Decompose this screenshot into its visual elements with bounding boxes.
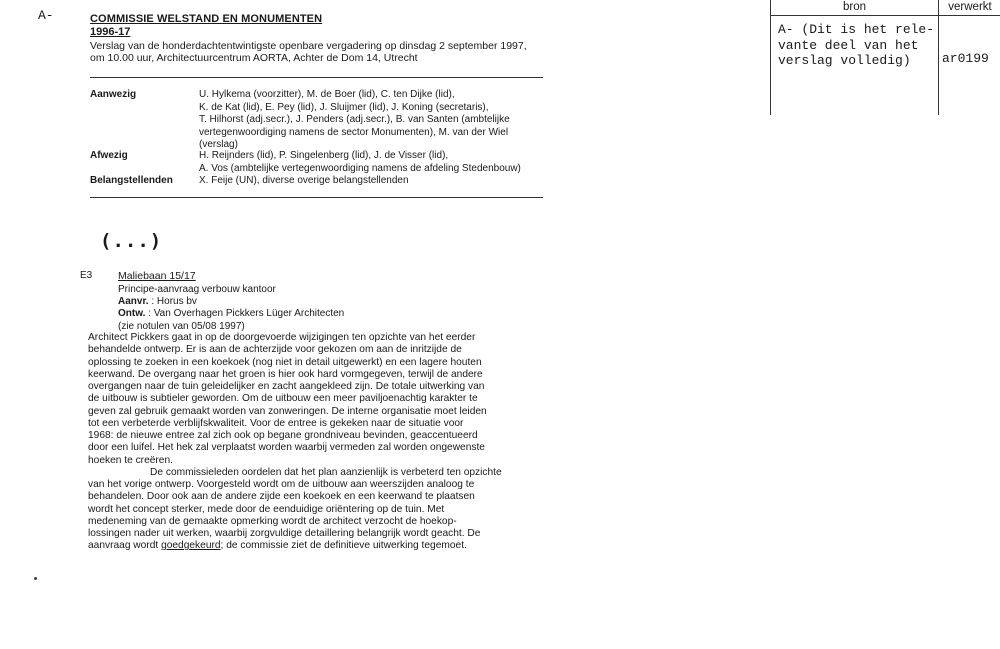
item-title: Maliebaan 15/17 xyxy=(118,270,196,282)
column-header-source: bron xyxy=(771,0,938,16)
decision-suffix: ; de commissie ziet de definitieve uitwerking tegemoet. xyxy=(220,540,467,552)
present-line: U. Hylkema (voorzitter), M. de Boer (lid), C. ten Dijke (lid), xyxy=(199,89,455,100)
present-line: vertegenwoordiging namens de sector Monumenten), M. van der Wiel xyxy=(199,126,509,138)
absent-line: A. Vos (ambtelijke vertegenwoordiging namens de afdeling Stedenbouw) xyxy=(199,162,521,174)
present-label: Aanwezig xyxy=(90,89,137,100)
paragraph-line: lossingen nader uit werken, waarbij zorgvuldige detaillering belangrijk wordt geacht. De xyxy=(88,528,481,539)
paragraph-line: medeneming van de gemaakte opmerking wordt de architect verzocht de hoekop- xyxy=(88,515,457,527)
designer-value: : Van Overhagen Pickkers Lüger Architecten xyxy=(148,308,345,320)
paragraph-line: Architect Pickkers gaat in op de doorgevoerde wijzigingen ten opzichte van het eerder xyxy=(88,332,476,343)
present-line: T. Hilhorst (adj.secr.), J. Penders (adj.secr.), B. van Santen (ambtelijke xyxy=(199,114,510,126)
margin-mark: A- xyxy=(38,8,54,23)
scan-speck xyxy=(34,577,37,580)
absent-list xyxy=(199,150,521,175)
decision-word: goedgekeurd xyxy=(161,540,221,552)
item-reference: (zie notulen van 05/08 1997) xyxy=(118,320,245,332)
column-header-processed: verwerkt xyxy=(939,0,1000,16)
stakeholders-label: Belangstellenden xyxy=(90,175,173,186)
decision-prefix: aanvraag wordt xyxy=(88,540,162,552)
absent-line: H. Reijnders (lid), P. Singelenberg (lid), J. de Visser (lid), xyxy=(199,150,449,161)
paragraph-line: hoeken te creëren. xyxy=(88,454,173,466)
source-note-line: vante deel van het xyxy=(778,37,919,53)
paragraph-line: De commissieleden oordelen dat het plan aanzienlijk is verbeterd ten opzichte xyxy=(150,466,502,478)
paragraph-line: keerwand. De overgang naar het groen is hier ook hard vormgegeven, terwijl de andere xyxy=(88,368,483,380)
processed-code: ar0199 xyxy=(942,51,989,66)
item-code: E3 xyxy=(80,270,93,281)
designer-label: Ontw. xyxy=(118,308,146,320)
paragraph-line: 1968: de nieuwe entree zal zich ook op begane grondniveau bevinden, geaccentueerd xyxy=(88,430,478,441)
absent-label: Afwezig xyxy=(90,150,128,161)
document-title: COMMISSIE WELSTAND EN MONUMENTEN xyxy=(90,13,323,25)
paragraph-line: tot een verbeterde verblijfskwaliteit. Voor de entree is gekeken naar de situatie voor xyxy=(88,417,464,429)
present-line: (verslag) xyxy=(199,139,238,151)
paragraph-line: behandelde ontwerp. Er is aan de achterzijde voor gekozen om aan de inritzijde de xyxy=(88,344,462,356)
document-year: 1996-17 xyxy=(90,26,131,38)
paragraph-line: van het vorige ontwerp. Voorgesteld wordt om de uitbouw aan weerszijden analoog te xyxy=(88,479,475,490)
paragraph-line: oplossing te zoeken in een koekoek (nog niet in detail uitgewerkt) en een lagere houten xyxy=(88,356,482,368)
header-divider xyxy=(90,77,543,78)
item-details xyxy=(118,284,344,333)
report-line-1: Verslag van de honderdachtentwintigste openbare vergadering op dinsdag 2 september 1997, xyxy=(90,40,527,52)
paragraph-line: behandelen. Door ook aan de andere zijde een koekoek en een keerwand te plaatsen xyxy=(88,491,475,503)
stakeholders-line: X. Feije (UN), diverse overige belangstellenden xyxy=(199,175,409,186)
source-note xyxy=(778,22,934,69)
present-line: K. de Kat (lid), E. Pey (lid), J. Sluijmer (lid), J. Koning (secretaris), xyxy=(199,101,489,113)
source-note-line: A- (Dit is het rele- xyxy=(778,22,935,37)
decision-line xyxy=(88,540,502,552)
item-body xyxy=(88,332,502,553)
paragraph-line: overgangen naar de tuin geleidelijker en zacht aangekleed zijn. De totale uitwerking van xyxy=(88,381,485,392)
archive-table xyxy=(770,0,1000,115)
present-list xyxy=(199,89,510,152)
column-divider xyxy=(938,0,939,115)
item-applicant xyxy=(118,296,344,308)
applicant-value: : Horus bv xyxy=(151,296,197,308)
paragraph-line: geven zal gebruik gemaakt worden van zonweringen. De interne organisatie moet leiden xyxy=(88,405,487,417)
report-line-2: om 10.00 uur, Architectuurcentrum AORTA, Achter de Dom 14, Utrecht xyxy=(90,52,418,64)
applicant-label: Aanvr. xyxy=(118,296,149,308)
item-designer xyxy=(118,308,344,320)
paragraph-line: wordt het concept sterker, mede door de eenduidige oriëntering op de tuin. Met xyxy=(88,503,445,515)
attendance-divider xyxy=(90,197,543,198)
paragraph-line: de uitbouw is subtieler geworden. Om de uitbouw een meer paviljoenachtig karakter te xyxy=(88,393,478,405)
omitted-marker: (...) xyxy=(100,230,163,252)
item-subtitle: Principe-aanvraag verbouw kantoor xyxy=(118,284,276,295)
source-note-line: verslag volledig) xyxy=(778,53,911,68)
paragraph-line: door een luifel. Het hek zal verplaatst worden waarbij vermeden zal worden ongewenste xyxy=(88,442,485,454)
